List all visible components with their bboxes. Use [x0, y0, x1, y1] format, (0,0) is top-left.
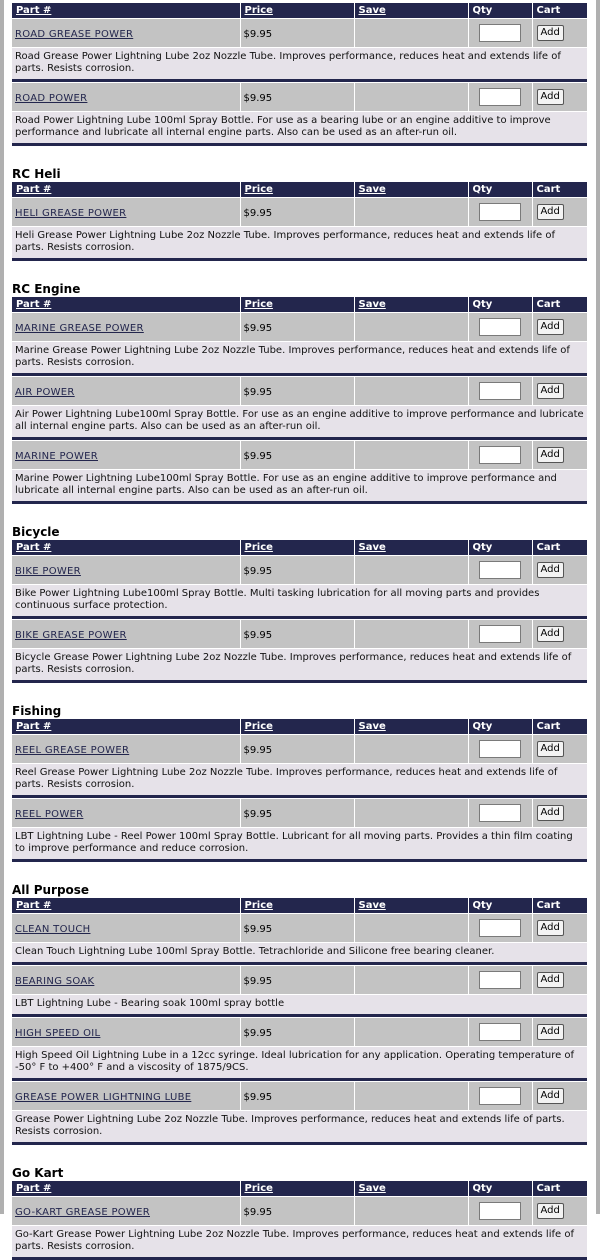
- cart-cell: [532, 83, 587, 112]
- header-save[interactable]: Save: [354, 297, 468, 313]
- left-border: [0, 0, 4, 1214]
- add-to-cart-button[interactable]: Add: [537, 89, 564, 105]
- cart-cell: [532, 620, 587, 649]
- quantity-input[interactable]: [479, 446, 521, 464]
- separator-bar: [12, 501, 587, 504]
- part-cell: [12, 1082, 240, 1111]
- add-to-cart-button[interactable]: Add: [537, 383, 564, 399]
- save-cell: [354, 735, 468, 764]
- part-cell: [12, 735, 240, 764]
- product-row: [12, 914, 587, 943]
- header-cart: Cart: [532, 540, 587, 556]
- quantity-input[interactable]: [479, 88, 521, 106]
- header-price[interactable]: Price: [240, 182, 354, 198]
- section-title: Bicycle: [12, 525, 60, 539]
- product-list: [12, 3, 587, 1260]
- product-link[interactable]: GO-KART GREASE POWER: [15, 1206, 150, 1218]
- header-price[interactable]: Price: [240, 898, 354, 914]
- product-link[interactable]: BIKE GREASE POWER: [15, 629, 127, 641]
- cart-cell: [532, 1197, 587, 1226]
- header-price[interactable]: Price: [240, 297, 354, 313]
- product-link[interactable]: REEL POWER: [15, 808, 84, 820]
- row-separator: [12, 680, 587, 683]
- quantity-input[interactable]: [479, 1202, 521, 1220]
- product-description: LBT Lightning Lube - Reel Power 100ml Spray Bottle. Lubricant for all moving parts. Provides a thin film coating to improve performance and reduce corrosion.: [12, 828, 587, 860]
- cart-cell: [532, 914, 587, 943]
- qty-cell: [468, 914, 532, 943]
- part-cell: [12, 198, 240, 227]
- product-price: $9.95: [243, 28, 273, 40]
- product-link[interactable]: ROAD GREASE POWER: [15, 28, 134, 40]
- header-price[interactable]: Price: [240, 3, 354, 19]
- product-row: [12, 966, 587, 995]
- table-header: [12, 719, 587, 735]
- table-header: [12, 540, 587, 556]
- table-header: [12, 297, 587, 313]
- part-cell: [12, 83, 240, 112]
- product-section: [12, 167, 587, 261]
- product-table: [12, 182, 587, 261]
- part-cell: [12, 313, 240, 342]
- header-cart: Cart: [532, 719, 587, 735]
- header-qty: Qty: [468, 719, 532, 735]
- row-separator: [12, 258, 587, 261]
- separator-bar: [12, 859, 587, 862]
- table-header: [12, 898, 587, 914]
- product-price: $9.95: [243, 207, 273, 219]
- header-save[interactable]: Save: [354, 1181, 468, 1197]
- save-cell: [354, 966, 468, 995]
- product-description: High Speed Oil Lightning Lube in a 12cc syringe. Ideal lubrication for any application. Operating temperature of -50° F to +400° F and a viscosity of 1875/9CS.: [12, 1047, 587, 1079]
- description-row: [12, 406, 587, 438]
- description-row: [12, 943, 587, 963]
- qty-cell: [468, 1197, 532, 1226]
- product-description: Go-Kart Grease Power Lightning Lube 2oz Nozzle Tube. Improves performance, reduces heat and extends life of parts. Resists corrosion.: [12, 1226, 587, 1258]
- cart-cell: [532, 799, 587, 828]
- separator-bar: [12, 680, 587, 683]
- product-link[interactable]: MARINE POWER: [15, 450, 98, 462]
- part-cell: [12, 620, 240, 649]
- header-save[interactable]: Save: [354, 182, 468, 198]
- section-title: RC Heli: [12, 167, 61, 181]
- price-cell: [240, 441, 354, 470]
- quantity-input[interactable]: [479, 625, 521, 643]
- header-qty: Qty: [468, 898, 532, 914]
- save-cell: [354, 83, 468, 112]
- add-to-cart-button[interactable]: Add: [537, 1088, 564, 1104]
- quantity-input[interactable]: [479, 1023, 521, 1041]
- product-price: $9.95: [243, 386, 273, 398]
- product-description: Reel Grease Power Lightning Lube 2oz Nozzle Tube. Improves performance, reduces heat and extends life of parts. Resists corrosion.: [12, 764, 587, 796]
- qty-cell: [468, 620, 532, 649]
- section-title: RC Engine: [12, 282, 81, 296]
- qty-cell: [468, 441, 532, 470]
- product-row: [12, 19, 587, 48]
- price-cell: [240, 914, 354, 943]
- header-qty: Qty: [468, 3, 532, 19]
- header-cart: Cart: [532, 3, 587, 19]
- header-cart: Cart: [532, 182, 587, 198]
- product-row: [12, 556, 587, 585]
- price-cell: [240, 1018, 354, 1047]
- header-cart: Cart: [532, 297, 587, 313]
- product-price: $9.95: [243, 322, 273, 334]
- product-description: Road Grease Power Lightning Lube 2oz Nozzle Tube. Improves performance, reduces heat and extends life of parts. Resists corrosion.: [12, 48, 587, 80]
- description-row: [12, 1111, 587, 1143]
- product-section: [12, 883, 587, 1145]
- product-section: [12, 1166, 587, 1260]
- product-price: $9.95: [243, 1206, 273, 1218]
- description-row: [12, 1047, 587, 1079]
- price-cell: [240, 799, 354, 828]
- product-link[interactable]: REEL GREASE POWER: [15, 744, 130, 756]
- price-cell: [240, 83, 354, 112]
- header-part[interactable]: Part #: [12, 297, 240, 313]
- price-cell: [240, 966, 354, 995]
- description-row: [12, 764, 587, 796]
- price-cell: [240, 19, 354, 48]
- description-row: [12, 112, 587, 144]
- product-description: Marine Power Lightning Lube100ml Spray Bottle. For use as an engine additive to improve performance and lubricate all internal engine parts. Also can be used as an after-run oil.: [12, 470, 587, 502]
- section-title: All Purpose: [12, 883, 90, 897]
- product-table: [12, 540, 587, 683]
- save-cell: [354, 19, 468, 48]
- qty-cell: [468, 1018, 532, 1047]
- description-row: [12, 649, 587, 681]
- table-header: [12, 1181, 587, 1197]
- right-border: [596, 0, 600, 1214]
- product-description: Bike Power Lightning Lube100ml Spray Bottle. Multi tasking lubrication for all moving parts and provides continuous surface protection.: [12, 585, 587, 617]
- section-title: Fishing: [12, 704, 62, 718]
- quantity-input[interactable]: [479, 203, 521, 221]
- separator-bar: [12, 1142, 587, 1145]
- add-to-cart-button[interactable]: Add: [537, 972, 564, 988]
- quantity-input[interactable]: [479, 318, 521, 336]
- cart-cell: [532, 556, 587, 585]
- quantity-input[interactable]: [479, 804, 521, 822]
- product-row: [12, 441, 587, 470]
- price-cell: [240, 377, 354, 406]
- cart-cell: [532, 1018, 587, 1047]
- add-to-cart-button[interactable]: Add: [537, 25, 564, 41]
- quantity-input[interactable]: [479, 24, 521, 42]
- header-qty: Qty: [468, 1181, 532, 1197]
- header-price[interactable]: Price: [240, 719, 354, 735]
- cart-cell: [532, 441, 587, 470]
- product-price: $9.95: [243, 92, 273, 104]
- part-cell: [12, 799, 240, 828]
- qty-cell: [468, 799, 532, 828]
- cart-cell: [532, 966, 587, 995]
- product-price: $9.95: [243, 744, 273, 756]
- save-cell: [354, 377, 468, 406]
- save-cell: [354, 799, 468, 828]
- product-table: [12, 3, 587, 146]
- product-row: [12, 1197, 587, 1226]
- row-separator: [12, 1142, 587, 1145]
- product-description: Bicycle Grease Power Lightning Lube 2oz Nozzle Tube. Improves performance, reduces heat and extends life of parts. Resists corrosion.: [12, 649, 587, 681]
- qty-cell: [468, 966, 532, 995]
- add-to-cart-button[interactable]: Add: [537, 920, 564, 936]
- header-part[interactable]: Part #: [12, 3, 240, 19]
- add-to-cart-button[interactable]: Add: [537, 319, 564, 335]
- qty-cell: [468, 1082, 532, 1111]
- header-qty: Qty: [468, 182, 532, 198]
- qty-cell: [468, 19, 532, 48]
- description-row: [12, 995, 587, 1015]
- add-to-cart-button[interactable]: Add: [537, 805, 564, 821]
- description-row: [12, 828, 587, 860]
- header-price[interactable]: Price: [240, 540, 354, 556]
- quantity-input[interactable]: [479, 1087, 521, 1105]
- quantity-input[interactable]: [479, 740, 521, 758]
- price-cell: [240, 556, 354, 585]
- product-description: Grease Power Lightning Lube 2oz Nozzle Tube. Improves performance, reduces heat and extends life of parts. Resists corrosion.: [12, 1111, 587, 1143]
- product-section: [12, 704, 587, 862]
- save-cell: [354, 198, 468, 227]
- product-table: [12, 297, 587, 504]
- description-row: [12, 48, 587, 80]
- table-header: [12, 182, 587, 198]
- cart-cell: [532, 377, 587, 406]
- header-save[interactable]: Save: [354, 719, 468, 735]
- table-header: [12, 3, 587, 19]
- header-part[interactable]: Part #: [12, 182, 240, 198]
- product-section: [12, 282, 587, 504]
- qty-cell: [468, 83, 532, 112]
- save-cell: [354, 313, 468, 342]
- save-cell: [354, 441, 468, 470]
- description-row: [12, 1226, 587, 1258]
- cart-cell: [532, 313, 587, 342]
- product-price: $9.95: [243, 450, 273, 462]
- qty-cell: [468, 313, 532, 342]
- header-qty: Qty: [468, 540, 532, 556]
- header-part[interactable]: Part #: [12, 898, 240, 914]
- product-link[interactable]: HELI GREASE POWER: [15, 207, 127, 219]
- section-title: Go Kart: [12, 1166, 64, 1180]
- qty-cell: [468, 198, 532, 227]
- price-cell: [240, 1197, 354, 1226]
- cart-cell: [532, 735, 587, 764]
- price-cell: [240, 620, 354, 649]
- price-cell: [240, 198, 354, 227]
- product-link[interactable]: CLEAN TOUCH: [15, 923, 91, 935]
- part-cell: [12, 441, 240, 470]
- product-link[interactable]: MARINE GREASE POWER: [15, 322, 144, 334]
- description-row: [12, 342, 587, 374]
- save-cell: [354, 1082, 468, 1111]
- product-table: [12, 898, 587, 1145]
- description-row: [12, 470, 587, 502]
- product-link[interactable]: BEARING SOAK: [15, 975, 95, 987]
- part-cell: [12, 1018, 240, 1047]
- header-cart: Cart: [532, 1181, 587, 1197]
- product-description: Marine Grease Power Lightning Lube 2oz Nozzle Tube. Improves performance, reduces heat and extends life of parts. Resists corrosion.: [12, 342, 587, 374]
- row-separator: [12, 143, 587, 146]
- header-part[interactable]: Part #: [12, 719, 240, 735]
- product-link[interactable]: GREASE POWER LIGHTNING LUBE: [15, 1091, 192, 1103]
- product-row: [12, 377, 587, 406]
- product-description: LBT Lightning Lube - Bearing soak 100ml spray bottle: [12, 995, 587, 1015]
- qty-cell: [468, 735, 532, 764]
- add-to-cart-button[interactable]: Add: [537, 562, 564, 578]
- product-price: $9.95: [243, 975, 273, 987]
- qty-cell: [468, 377, 532, 406]
- product-row: [12, 735, 587, 764]
- product-description: Air Power Lightning Lube100ml Spray Bottle. For use as an engine additive to improve performance and lubricate all internal engine parts. Also can be used as an after-run oil.: [12, 406, 587, 438]
- product-description: Clean Touch Lightning Lube 100ml Spray Bottle. Tetrachloride and Silicone free bearing cleaner.: [12, 943, 587, 963]
- add-to-cart-button[interactable]: Add: [537, 1024, 564, 1040]
- header-cart: Cart: [532, 898, 587, 914]
- save-cell: [354, 1018, 468, 1047]
- price-cell: [240, 1082, 354, 1111]
- product-section: [12, 525, 587, 683]
- part-cell: [12, 966, 240, 995]
- product-description: Heli Grease Power Lightning Lube 2oz Nozzle Tube. Improves performance, reduces heat and extends life of parts. Resists corrosion.: [12, 227, 587, 259]
- quantity-input[interactable]: [479, 561, 521, 579]
- part-cell: [12, 377, 240, 406]
- row-separator: [12, 859, 587, 862]
- qty-cell: [468, 556, 532, 585]
- header-save[interactable]: Save: [354, 3, 468, 19]
- save-cell: [354, 556, 468, 585]
- header-part[interactable]: Part #: [12, 1181, 240, 1197]
- product-price: $9.95: [243, 1027, 273, 1039]
- product-link[interactable]: ROAD POWER: [15, 92, 88, 104]
- product-link[interactable]: HIGH SPEED OIL: [15, 1027, 101, 1039]
- header-save[interactable]: Save: [354, 898, 468, 914]
- product-table: [12, 1181, 587, 1260]
- product-row: [12, 799, 587, 828]
- add-to-cart-button[interactable]: Add: [537, 1203, 564, 1219]
- product-row: [12, 313, 587, 342]
- header-qty: Qty: [468, 297, 532, 313]
- price-cell: [240, 735, 354, 764]
- save-cell: [354, 620, 468, 649]
- cart-cell: [532, 198, 587, 227]
- part-cell: [12, 19, 240, 48]
- separator-bar: [12, 143, 587, 146]
- product-price: $9.95: [243, 629, 273, 641]
- header-price[interactable]: Price: [240, 1181, 354, 1197]
- save-cell: [354, 914, 468, 943]
- product-link[interactable]: AIR POWER: [15, 386, 75, 398]
- cart-cell: [532, 1082, 587, 1111]
- product-row: [12, 83, 587, 112]
- add-to-cart-button[interactable]: Add: [537, 741, 564, 757]
- row-separator: [12, 501, 587, 504]
- add-to-cart-button[interactable]: Add: [537, 204, 564, 220]
- product-row: [12, 1082, 587, 1111]
- part-cell: [12, 914, 240, 943]
- product-table: [12, 719, 587, 862]
- quantity-input[interactable]: [479, 382, 521, 400]
- product-section: [12, 3, 587, 146]
- header-part[interactable]: Part #: [12, 540, 240, 556]
- separator-bar: [12, 258, 587, 261]
- add-to-cart-button[interactable]: Add: [537, 447, 564, 463]
- product-price: $9.95: [243, 923, 273, 935]
- product-row: [12, 198, 587, 227]
- quantity-input[interactable]: [479, 919, 521, 937]
- description-row: [12, 227, 587, 259]
- add-to-cart-button[interactable]: Add: [537, 626, 564, 642]
- cart-cell: [532, 19, 587, 48]
- part-cell: [12, 1197, 240, 1226]
- product-link[interactable]: BIKE POWER: [15, 565, 81, 577]
- product-row: [12, 1018, 587, 1047]
- product-price: $9.95: [243, 808, 273, 820]
- description-row: [12, 585, 587, 617]
- save-cell: [354, 1197, 468, 1226]
- product-price: $9.95: [243, 1091, 273, 1103]
- price-cell: [240, 313, 354, 342]
- product-row: [12, 620, 587, 649]
- quantity-input[interactable]: [479, 971, 521, 989]
- part-cell: [12, 556, 240, 585]
- product-price: $9.95: [243, 565, 273, 577]
- product-description: Road Power Lightning Lube 100ml Spray Bottle. For use as a bearing lube or an engine additive to improve performance and lubricate all internal engine parts. Also can be used as an after-run oil.: [12, 112, 587, 144]
- header-save[interactable]: Save: [354, 540, 468, 556]
